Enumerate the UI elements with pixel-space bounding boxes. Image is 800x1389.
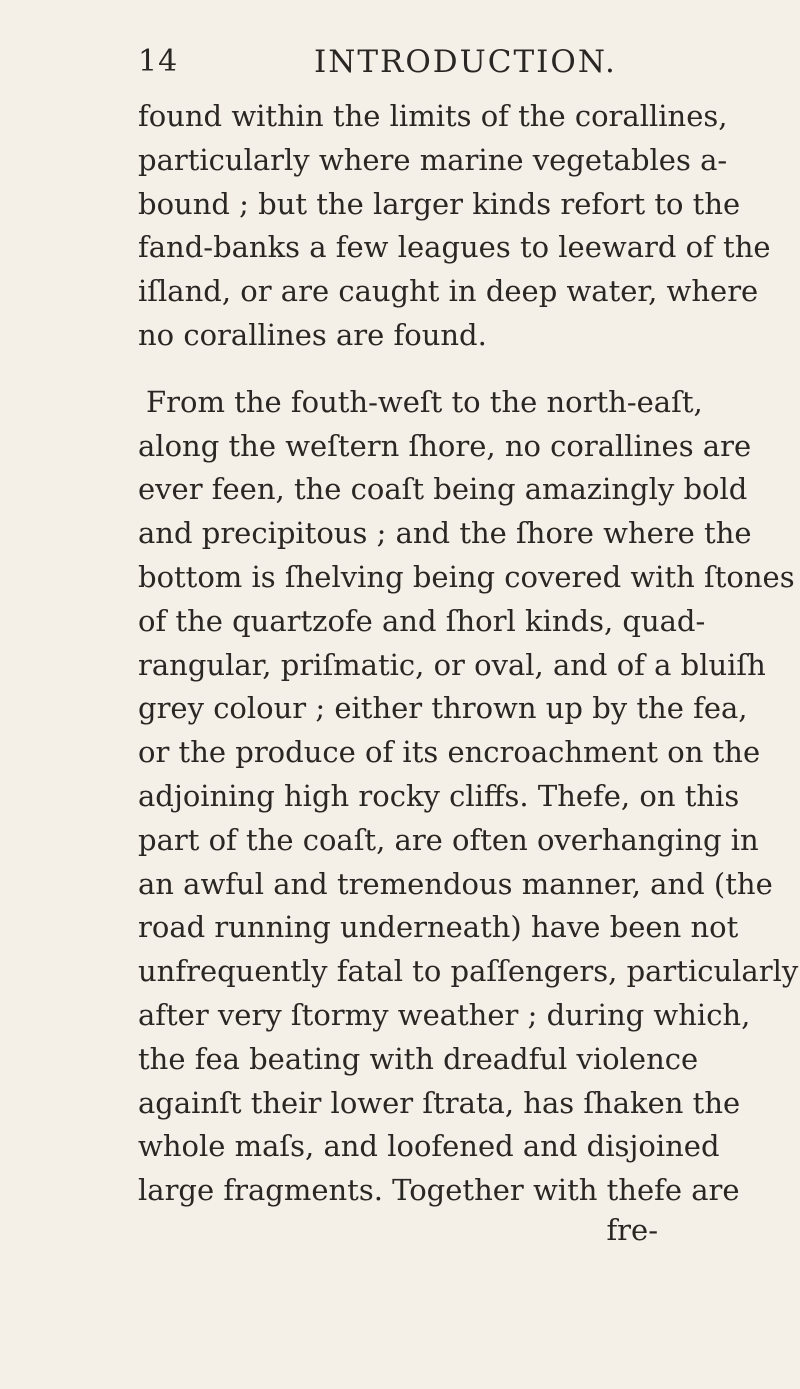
text-line: particularly where marine vegetables a- [138,142,728,177]
text-line: bottom is ſhelving being covered with ſtones [138,559,795,594]
text-line: unfrequently fatal to paſſengers, particularly [138,954,799,989]
text-line: bound ; but the larger kinds refort to the [138,186,741,221]
text-line: found within the limits of the corallines, [138,99,728,133]
catchword: fre- [606,1212,658,1247]
page-header [138,44,658,84]
text-line: whole maſs, and loofened and disjoined [138,1129,720,1164]
text-line: and precipitous ; and the ſhore where the [138,516,752,551]
text-line: fand-banks a few leagues to leeward of the [138,230,771,265]
text-line: From the fouth-weſt to the north-eaſt, [146,384,703,419]
running-head: INTRODUCTION. [314,44,617,80]
text-line: part of the coaſt, are often overhanging in [138,822,759,857]
body-text [138,95,799,1257]
text-line: of the quartzofe and ſhorl kinds, quad- [138,603,706,638]
text-line: the fea beating with dreadful violence [138,1041,699,1076]
text-line: adjoining high rocky cliffs. Thefe, on this [138,778,740,813]
paragraph-spacer [138,358,658,381]
text-line: after very ſtormy weather ; during which, [138,997,751,1032]
text-line: againſt their lower ſtrata, has ſhaken the [138,1085,741,1120]
text-line: iſland, or are caught in deep water, where [138,274,759,309]
catchword-row [138,1213,658,1257]
text-line: an awful and tremendous manner, and (the [138,866,773,901]
text-line: no corallines are found. [138,317,487,352]
text-line: road running underneath) have been not [138,910,739,945]
text-line: large fragments. Together with thefe are [138,1173,740,1208]
text-line: along the weſtern ſhore, no corallines are [138,428,752,463]
page-number: 14 [138,44,179,79]
paragraph-2 [138,381,799,1213]
text-line: grey colour ; either thrown up by the fea, [138,691,748,726]
text-line: ever feen, the coaſt being amazingly bold [138,472,748,507]
paragraph-1 [138,95,771,358]
text-line: rangular, priſmatic, or oval, and of a bluiſh [138,647,766,682]
text-line: or the produce of its encroachment on the [138,735,761,770]
